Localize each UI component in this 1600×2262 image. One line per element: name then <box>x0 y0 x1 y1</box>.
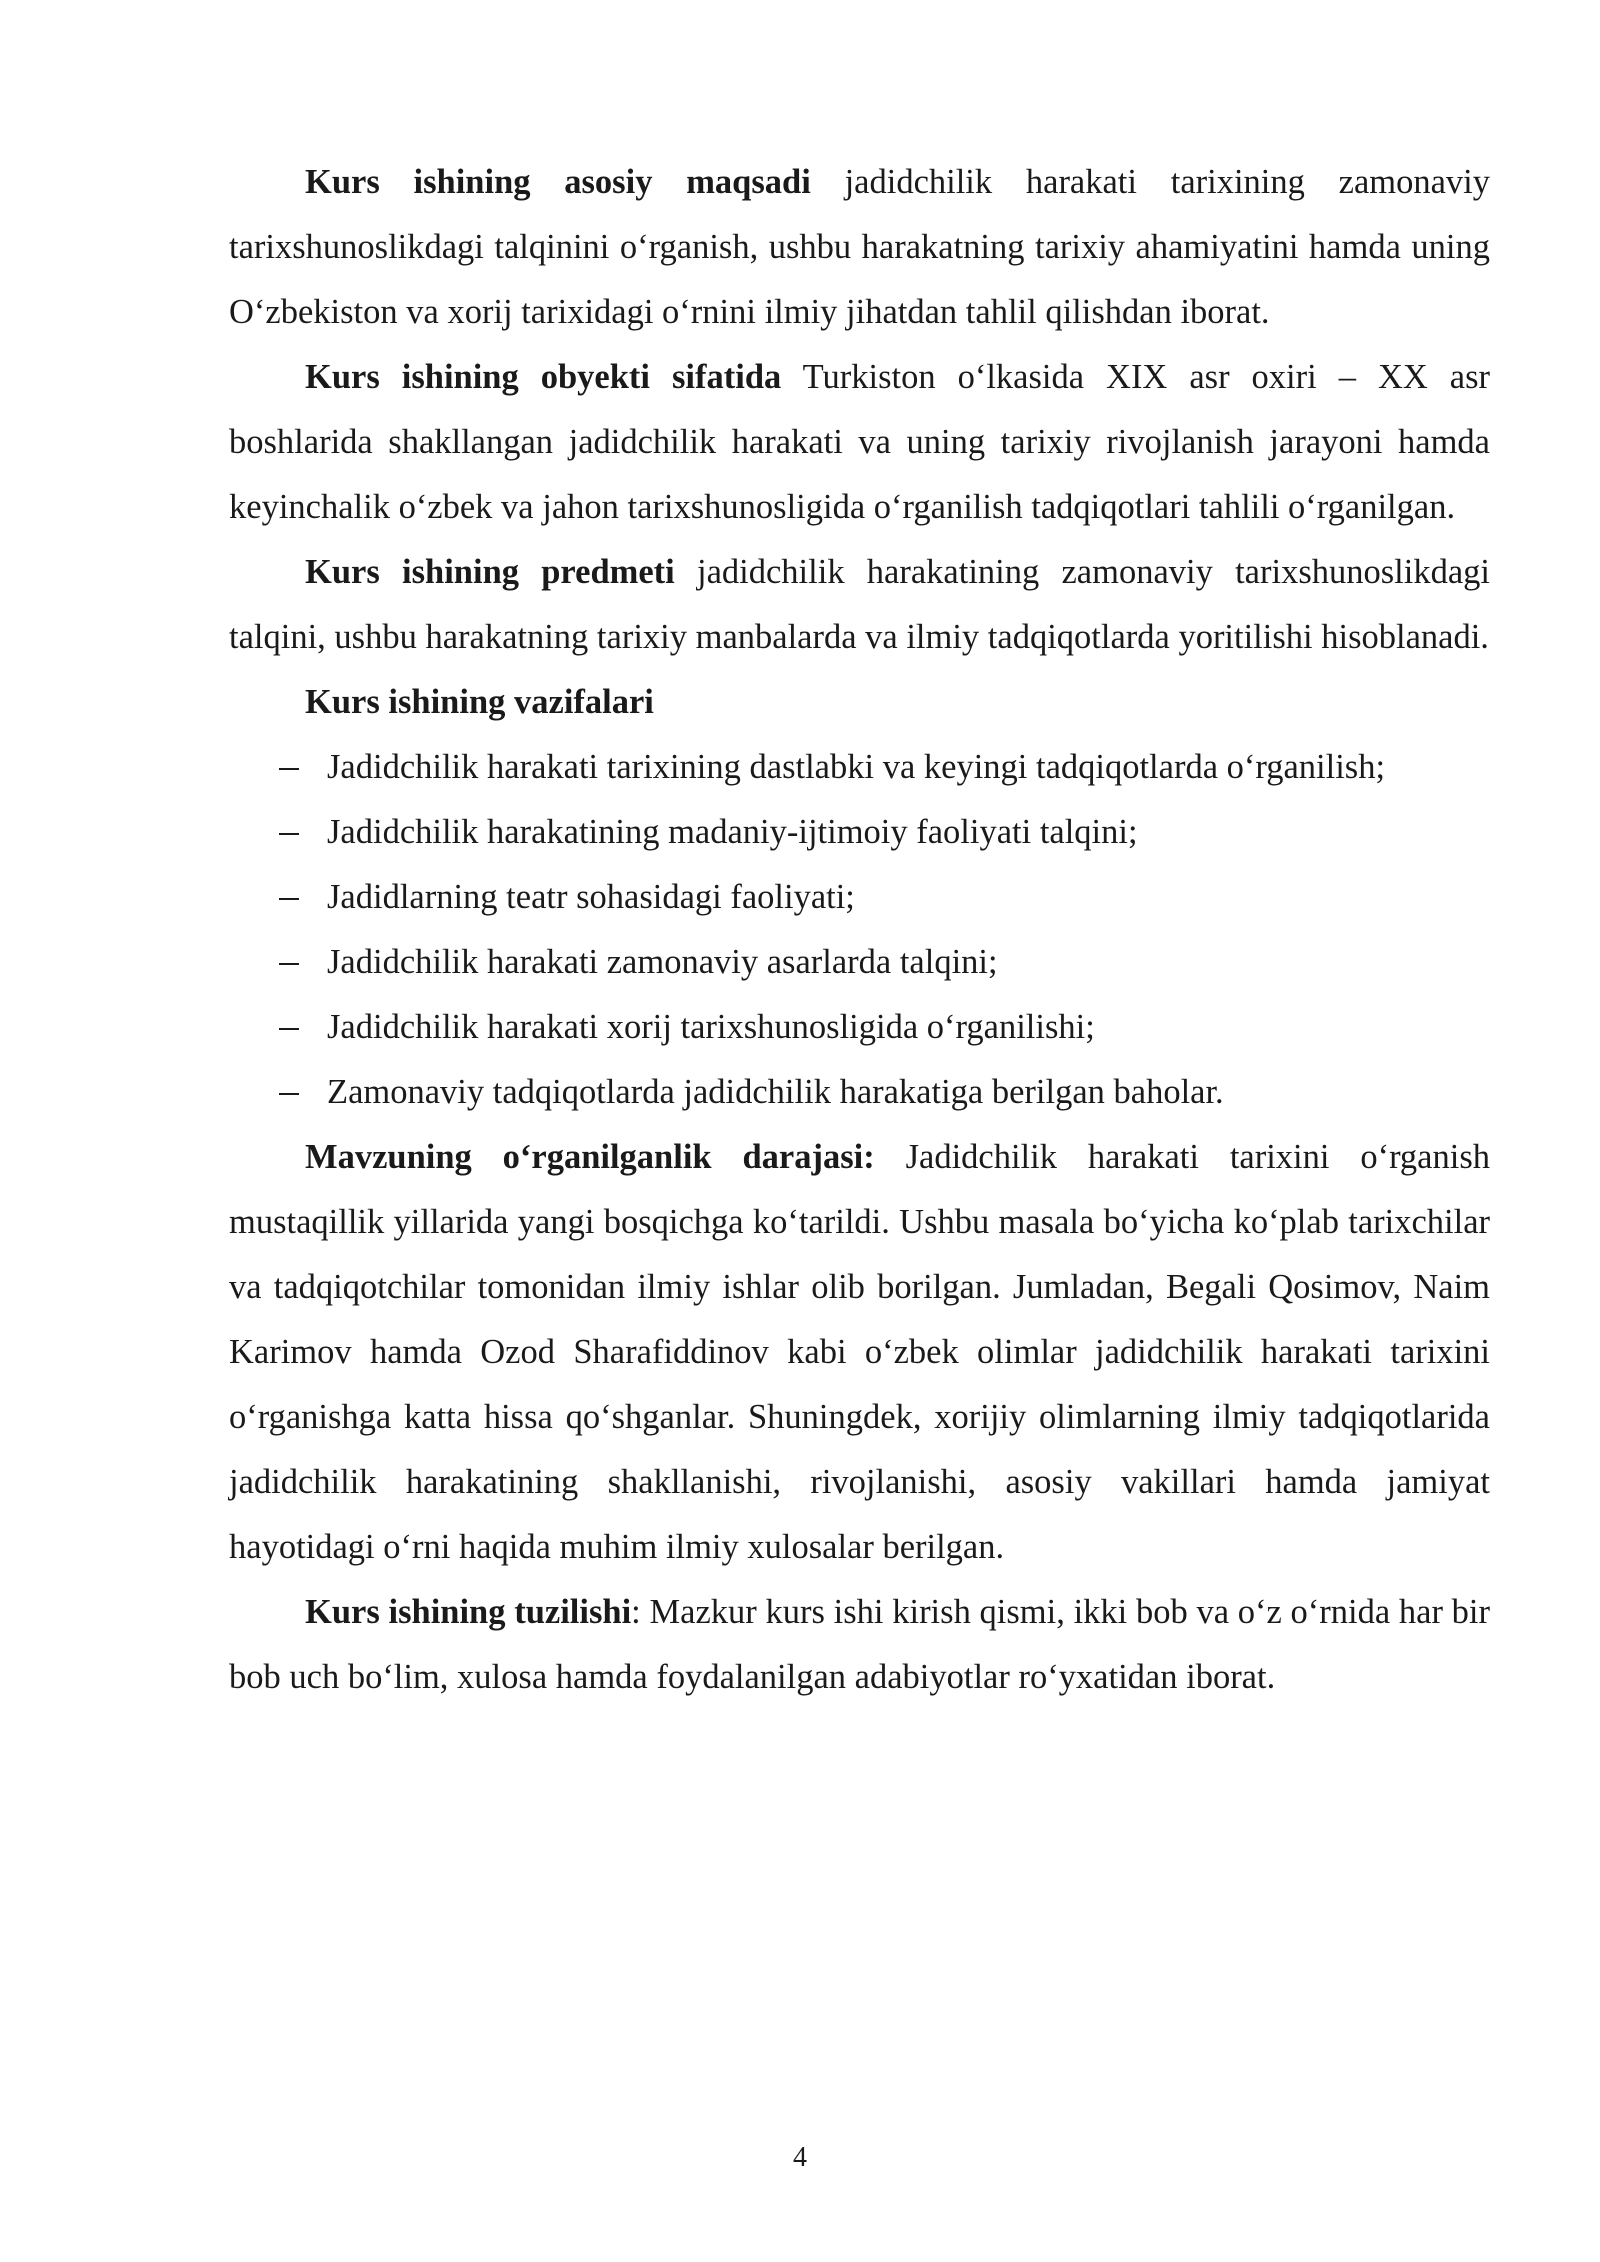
object-lead: Kurs ishining obyekti sifatida <box>305 358 782 396</box>
task-text: Jadidchilik harakati tarixining dastlabki va keyingi tadqiqotlarda o‘rganilish; <box>327 748 1386 786</box>
degree-text: Jadidchilik harakati tarixini o‘rganish mustaqillik yillarida yangi bosqichga ko‘tarildi. Ushbu masala bo‘yicha ko‘plab tarixchilar va tadqiqotchilar tomonidan ilmiy ishlar olib borilgan. Jumladan, Begali Qosimov, Naim Karimov hamda Ozod Sharafiddinov kabi o‘zbek olimlar jadidchilik harakati tarixini o‘rganishga katta hissa qo‘shganlar. Shuningdek, xorijiy olimlarning ilmiy tadqiqotlarida jadidchilik harakatining shakllanishi, rivojlanishi, asosiy vakillari hamda jamiyat hayotidagi o‘rni haqida muhim ilmiy xulosalar berilgan. <box>229 1138 1491 1566</box>
goal-lead: Kurs ishining asosiy maqsadi <box>305 163 811 201</box>
task-text: Jadidchilik harakati zamonaviy asarlarda talqini; <box>327 943 998 981</box>
task-text: Jadidchilik harakatining madaniy-ijtimoiy faoliyati talqini; <box>327 813 1138 851</box>
tasks-list <box>229 735 1490 1125</box>
task-text: Zamonaviy tadqiqotlarda jadidchilik harakatiga berilgan baholar. <box>327 1073 1224 1111</box>
list-item <box>229 800 1490 865</box>
list-item <box>229 930 1490 995</box>
list-item <box>229 995 1490 1060</box>
subject-paragraph <box>229 540 1490 670</box>
goal-paragraph <box>229 150 1490 345</box>
object-text: Turkiston o‘lkasida XIX asr oxiri – XX asr boshlarida shakllangan jadidchilik harakati va uning tarixiy rivojlanish jarayoni hamda keyinchalik o‘zbek va jahon tarixshunosligida o‘rganilish tadqiqotlari tahlili o‘rganilgan. <box>229 358 1491 526</box>
subject-lead: Kurs ishining predmeti <box>305 553 675 591</box>
task-text: Jadidchilik harakati xorij tarixshunosligida o‘rganilishi; <box>327 1008 1095 1046</box>
document-page <box>229 150 1490 1710</box>
structure-paragraph <box>229 1580 1490 1710</box>
object-paragraph <box>229 345 1490 540</box>
subject-text: jadidchilik harakatining zamonaviy tarixshunoslikdagi talqini, ushbu harakatning tarixiy manbalarda va ilmiy tadqiqotlarda yoritilishi hisoblanadi. <box>229 553 1490 656</box>
list-item <box>229 735 1490 800</box>
page-number: 4 <box>793 2142 807 2173</box>
list-item <box>229 1060 1490 1125</box>
tasks-heading: Kurs ishining vazifalari <box>305 683 654 721</box>
structure-lead: Kurs ishining tuzilishi <box>305 1593 632 1631</box>
goal-text: jadidchilik harakati tarixining zamonaviy tarixshunoslikdagi talqinini o‘rganish, ushbu harakatning tarixiy ahamiyatini hamda uning O‘zbekiston va xorij tarixidagi o‘rnini ilmiy jihatdan tahlil qilishdan iborat. <box>229 163 1490 331</box>
list-item <box>229 865 1490 930</box>
degree-paragraph <box>229 1125 1490 1580</box>
degree-lead: Mavzuning o‘rganilganlik darajasi: <box>305 1138 875 1176</box>
structure-text: : Mazkur kurs ishi kirish qismi, ikki bob va o‘z o‘rnida har bir bob uch bo‘lim, xulosa hamda foydalanilgan adabiyotlar ro‘yxatidan iborat. <box>229 1593 1490 1696</box>
task-text: Jadidlarning teatr sohasidagi faoliyati; <box>327 878 855 916</box>
